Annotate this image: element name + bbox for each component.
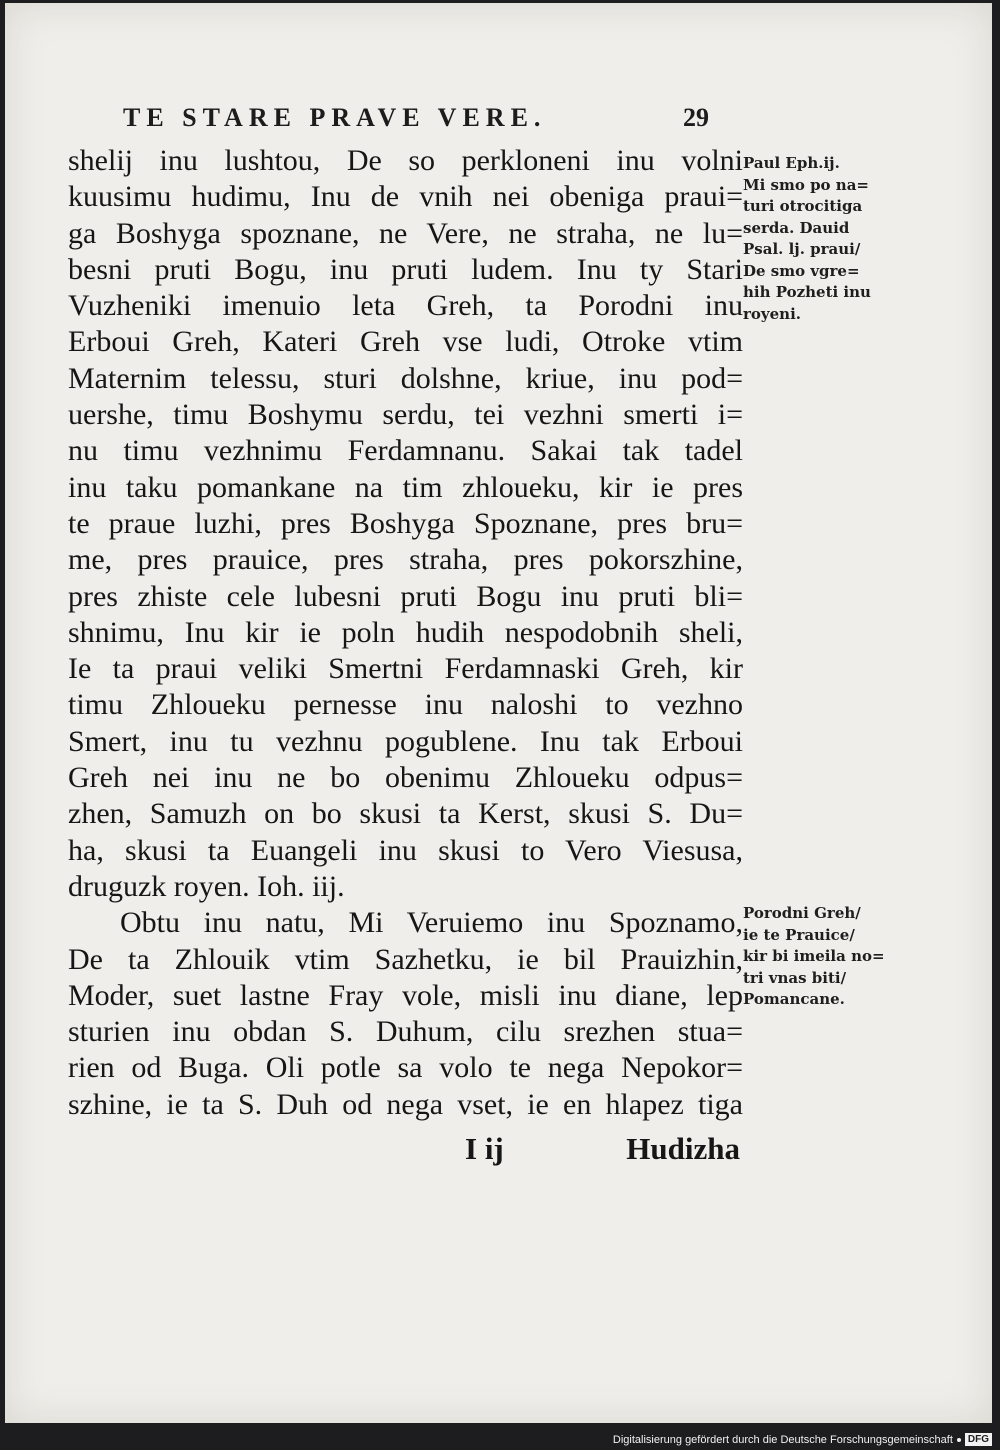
text-line: inu taku pomankane na tim zhloueku, kir ie pres: [68, 470, 743, 504]
text-line: besni pruti Bogu, inu pruti ludem. Inu ty Stari: [68, 252, 743, 286]
text-line: szhine, ie ta S. Duh od nega vset, ie en hlapez tiga: [68, 1087, 743, 1121]
margin-note-line: royeni.: [743, 304, 801, 323]
running-title: TE STARE PRAVE VERE.: [123, 103, 547, 132]
paragraph-first-line: Obtu inu natu, Mi Veruiemo inu Spoznamo,: [120, 906, 743, 940]
text-line: Greh nei inu ne bo obenimu Zhloueku odpus=: [68, 761, 743, 795]
body-text: [68, 143, 743, 1123]
margin-note-line: kir bi imeila no=: [743, 947, 885, 965]
text-line: ha, skusi ta Euangeli inu skusi to Vero Viesusa,: [68, 833, 743, 867]
text-line: timu Zhloueku pernesse inu naloshi to vezhno: [68, 688, 743, 722]
text-line: uershe, timu Boshymu serdu, tei vezhni smerti i=: [68, 398, 743, 432]
text-line: zhen, Samuzh on bo skusi ta Kerst, skusi S. Du=: [68, 797, 743, 831]
text-line: shelij inu lushtou, De so perkloneni inu volni: [68, 144, 743, 177]
text-line: nu timu vezhnimu Ferdamnanu. Sakai tak tadel: [68, 434, 743, 468]
dfg-logo: DFG: [965, 1433, 992, 1446]
text-line: me, pres prauice, pres straha, pres pokorszhine,: [68, 543, 743, 577]
text-line: De ta Zhlouik vtim Sazhetku, ie bil Prauizhin,: [68, 942, 743, 976]
margin-note-line: hih Pozheti inu: [743, 283, 871, 301]
margin-note-line: Psal. lj. praui/: [743, 240, 861, 258]
margin-note-line: De smo vgre=: [743, 261, 860, 280]
margin-note-line: ie te Prauice/: [743, 925, 855, 944]
margin-note-2: [743, 903, 918, 1011]
margin-note-line: Porodni Greh/: [743, 904, 861, 922]
digitization-credit: [613, 1433, 992, 1446]
text-line: Maternim telessu, sturi dolshne, kriue, inu pod=: [68, 361, 743, 395]
catchword: Hudizha: [626, 1131, 740, 1166]
margin-note-line: serda. Dauid: [743, 218, 850, 237]
document-page: [5, 3, 992, 1423]
margin-note-1: [743, 153, 918, 325]
text-line: rien od Buga. Oli potle sa volo te nega Nepokor=: [68, 1051, 743, 1085]
margin-note-line: turi otrocitiga: [743, 197, 863, 215]
text-line: Moder, suet lastne Fray vole, misli inu diane, lep: [68, 978, 743, 1012]
text-line: kuusimu hudimu, Inu de vnih nei obeniga praui=: [68, 180, 743, 214]
text-line: shnimu, Inu kir ie poln hudih nespodobnih sheli,: [68, 615, 743, 649]
signature-line: [465, 1131, 740, 1167]
margin-note-line: Paul Eph.ij.: [743, 154, 840, 172]
text-line: Smert, inu tu vezhnu pogublene. Inu tak Erboui: [68, 724, 743, 758]
text-line: te praue luzhi, pres Boshyga Spoznane, pres bru=: [68, 506, 743, 540]
text-line: druguzk royen. Ioh. iij.: [68, 869, 345, 903]
text-line: Ie ta praui veliki Smertni Ferdamnaski Greh, kir: [68, 652, 743, 686]
page-number: 29: [683, 103, 709, 132]
margin-note-line: tri vnas biti/: [743, 968, 847, 987]
margin-note-line: Pomancane.: [743, 990, 845, 1008]
text-line: ga Boshyga spoznane, ne Vere, ne straha, ne lu=: [68, 216, 743, 250]
signature-mark: I ij: [465, 1131, 504, 1166]
margin-note-line: Mi smo po na=: [743, 175, 869, 194]
text-line: Vuzheniki imenuio leta Greh, ta Porodni inu: [68, 289, 743, 323]
separator-dot-icon: [957, 1438, 961, 1442]
text-line: sturien inu obdan S. Duhum, cilu srezhen stua=: [68, 1015, 743, 1049]
text-line: Erboui Greh, Kateri Greh vse ludi, Otroke vtim: [68, 325, 743, 359]
text-line: pres zhiste cele lubesni pruti Bogu inu pruti bli=: [68, 579, 743, 613]
credit-text: Digitalisierung gefördert durch die Deutsche Forschungsgemeinschaft: [612, 1433, 953, 1446]
